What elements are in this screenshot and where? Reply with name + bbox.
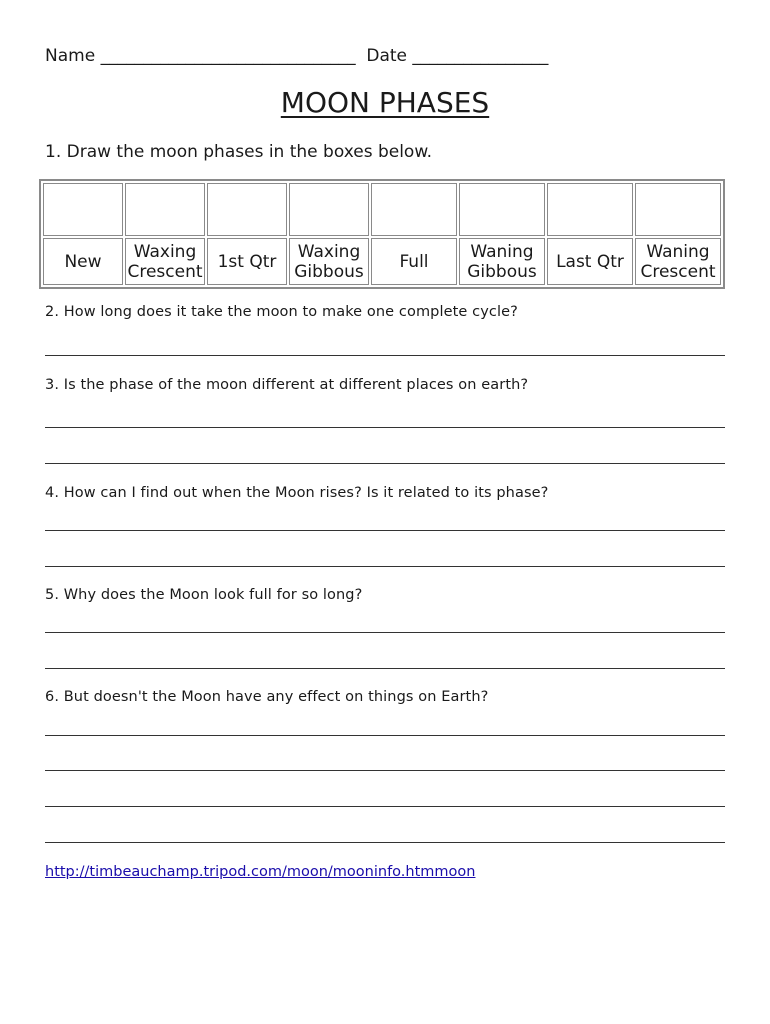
- question-1: 1. Draw the moon phases in the boxes below.: [45, 142, 433, 162]
- source-link[interactable]: http://timbeauchamp.tripod.com/moon/mooninfo.htmmoon: [45, 864, 476, 880]
- phase-label-waning-crescent: Waning Crescent: [635, 238, 721, 285]
- answer-line[interactable]: [45, 735, 725, 736]
- phase-label-last-quarter: Last Qtr: [547, 238, 633, 285]
- phase-label-first-quarter: 1st Qtr: [207, 238, 287, 285]
- answer-line[interactable]: [45, 632, 725, 633]
- answer-line[interactable]: [45, 770, 725, 771]
- date-blank[interactable]: ________________: [412, 46, 549, 66]
- phase-label-waxing-gibbous: Waxing Gibbous: [289, 238, 369, 285]
- phase-label-new: New: [43, 238, 123, 285]
- date-label: Date: [366, 46, 408, 66]
- moon-phase-table: [39, 179, 725, 289]
- answer-line[interactable]: [45, 842, 725, 843]
- label-row: [43, 238, 721, 285]
- page-title: MOON PHASES: [280, 86, 490, 119]
- draw-box-new[interactable]: [43, 183, 123, 236]
- answer-line[interactable]: [45, 668, 725, 669]
- question-4: 4. How can I find out when the Moon rises? Is it related to its phase?: [45, 485, 549, 501]
- answer-line[interactable]: [45, 566, 725, 567]
- answer-line[interactable]: [45, 427, 725, 428]
- question-5: 5. Why does the Moon look full for so long?: [45, 587, 363, 603]
- draw-box-first-quarter[interactable]: [207, 183, 287, 236]
- question-2: 2. How long does it take the moon to make one complete cycle?: [45, 304, 518, 320]
- draw-box-waxing-crescent[interactable]: [125, 183, 205, 236]
- name-blank[interactable]: ______________________________: [100, 46, 356, 66]
- name-label: Name: [45, 46, 96, 66]
- question-3: 3. Is the phase of the moon different at different places on earth?: [45, 377, 529, 393]
- answer-line[interactable]: [45, 806, 725, 807]
- answer-line[interactable]: [45, 530, 725, 531]
- phase-label-waxing-crescent: Waxing Crescent: [125, 238, 205, 285]
- draw-box-waning-gibbous[interactable]: [459, 183, 545, 236]
- draw-box-waxing-gibbous[interactable]: [289, 183, 369, 236]
- phase-label-full: Full: [371, 238, 457, 285]
- name-date-line: [45, 46, 548, 66]
- phase-label-waning-gibbous: Waning Gibbous: [459, 238, 545, 285]
- answer-line[interactable]: [45, 355, 725, 356]
- question-6: 6. But doesn't the Moon have any effect on things on Earth?: [45, 689, 489, 705]
- draw-box-last-quarter[interactable]: [547, 183, 633, 236]
- draw-box-full[interactable]: [371, 183, 457, 236]
- drawing-row: [43, 183, 721, 236]
- answer-line[interactable]: [45, 463, 725, 464]
- draw-box-waning-crescent[interactable]: [635, 183, 721, 236]
